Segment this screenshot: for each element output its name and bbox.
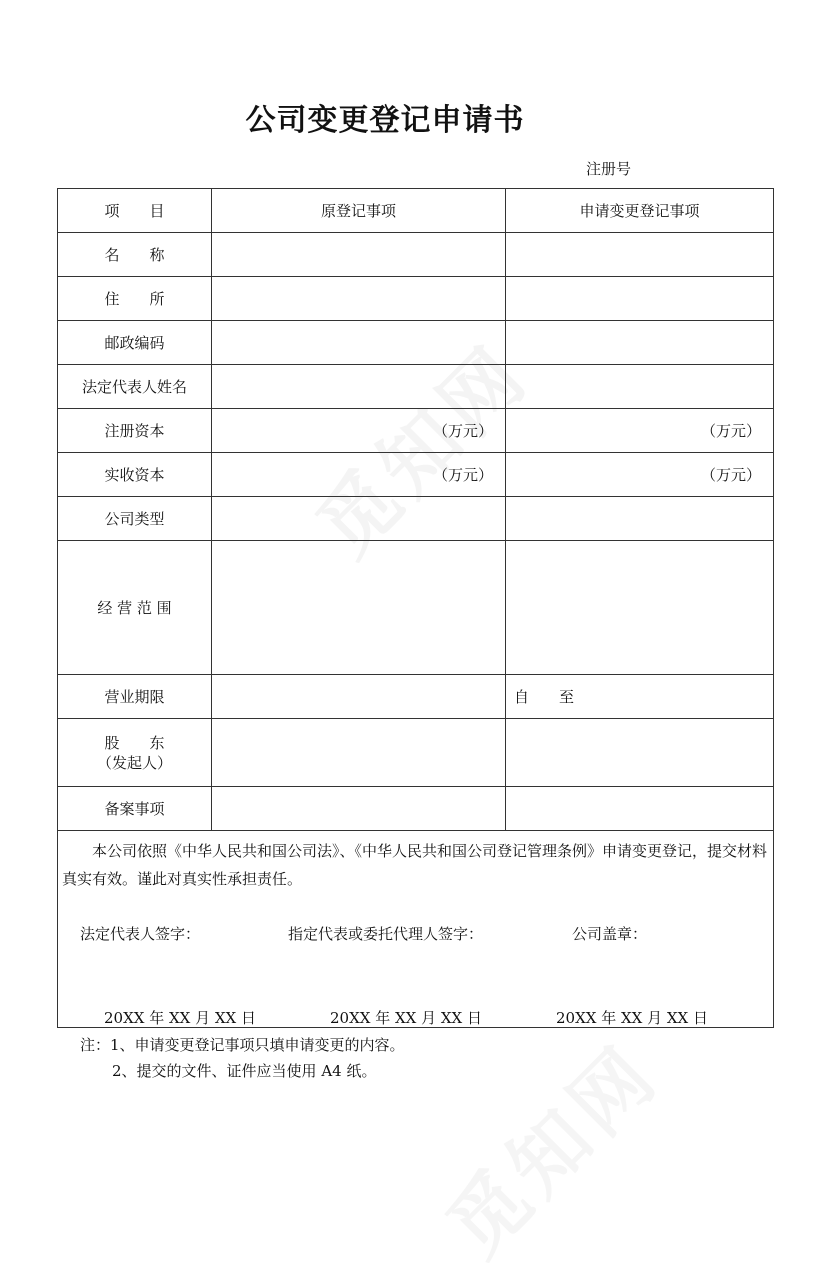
row-filing [58, 787, 774, 831]
original-legal-rep-cell[interactable] [212, 365, 506, 409]
label-shareholder-line1: 股 东 [104, 733, 165, 752]
page-title: 公司变更登记申请书 [245, 103, 525, 138]
row-reg-capital [58, 409, 774, 453]
change-name-cell[interactable] [506, 233, 774, 277]
note-1: 注：1、申请变更登记事项只填申请变更的内容。 [80, 1036, 405, 1054]
label-address: 住 所 [58, 277, 212, 321]
original-postcode-cell[interactable] [212, 321, 506, 365]
label-reg-capital: 注册资本 [58, 409, 212, 453]
change-term-cell[interactable]: 自 至 [506, 675, 774, 719]
original-filing-cell[interactable] [212, 787, 506, 831]
change-paid-capital-cell[interactable]: （万元） [506, 453, 774, 497]
label-paid-capital: 实收资本 [58, 453, 212, 497]
notes [80, 1032, 405, 1084]
change-postcode-cell[interactable] [506, 321, 774, 365]
change-legal-rep-cell[interactable] [506, 365, 774, 409]
change-company-type-cell[interactable] [506, 497, 774, 541]
change-registration-form [57, 188, 774, 1028]
header-change: 申请变更登记事项 [506, 189, 774, 233]
date-seal: 20XX 年 XX 月 XX 日 [556, 1009, 708, 1027]
row-legal-rep [58, 365, 774, 409]
date-agent: 20XX 年 XX 月 XX 日 [330, 1009, 482, 1027]
label-company-type: 公司类型 [58, 497, 212, 541]
agent-signature-label: 指定代表或委托代理人签字： [288, 925, 484, 943]
header-item: 项 目 [58, 189, 212, 233]
original-shareholder-cell[interactable] [212, 719, 506, 787]
row-declaration [58, 831, 774, 1028]
date-legal-rep: 20XX 年 XX 月 XX 日 [104, 1009, 256, 1027]
row-scope [58, 541, 774, 675]
label-term: 营业期限 [58, 675, 212, 719]
change-scope-cell[interactable] [506, 541, 774, 675]
header-original: 原登记事项 [212, 189, 506, 233]
original-paid-capital-cell[interactable]: （万元） [212, 453, 506, 497]
label-shareholder-line2: （发起人） [96, 753, 172, 772]
watermark-bottom [418, 1015, 680, 1277]
label-name: 名 称 [58, 233, 212, 277]
note-2: 2、提交的文件、证件应当使用 A4 纸。 [112, 1062, 377, 1080]
row-term [58, 675, 774, 719]
label-legal-rep: 法定代表人姓名 [58, 365, 212, 409]
declaration-text: 本公司依照《中华人民共和国公司法》、《中华人民共和国公司登记管理条例》申请变更登记，提交材料真实有效。谨此对真实性承担责任。 [62, 842, 768, 888]
row-company-type [58, 497, 774, 541]
original-term-cell[interactable] [212, 675, 506, 719]
change-reg-capital-cell[interactable]: （万元） [506, 409, 774, 453]
header-row [58, 189, 774, 233]
row-name [58, 233, 774, 277]
label-shareholder [58, 719, 212, 787]
change-filing-cell[interactable] [506, 787, 774, 831]
company-seal-label: 公司盖章： [572, 925, 648, 943]
original-address-cell[interactable] [212, 277, 506, 321]
original-scope-cell[interactable] [212, 541, 506, 675]
legal-rep-signature-label: 法定代表人签字： [80, 925, 201, 943]
row-paid-capital [58, 453, 774, 497]
original-company-type-cell[interactable] [212, 497, 506, 541]
label-postcode: 邮政编码 [58, 321, 212, 365]
label-scope: 经 营 范 围 [58, 541, 212, 675]
registration-number-label: 注册号 [586, 160, 632, 178]
original-name-cell[interactable] [212, 233, 506, 277]
change-shareholder-cell[interactable] [506, 719, 774, 787]
label-filing: 备案事项 [58, 787, 212, 831]
original-reg-capital-cell[interactable]: （万元） [212, 409, 506, 453]
row-address [58, 277, 774, 321]
row-shareholder [58, 719, 774, 787]
change-address-cell[interactable] [506, 277, 774, 321]
row-postcode [58, 321, 774, 365]
declaration-cell [58, 831, 774, 1028]
